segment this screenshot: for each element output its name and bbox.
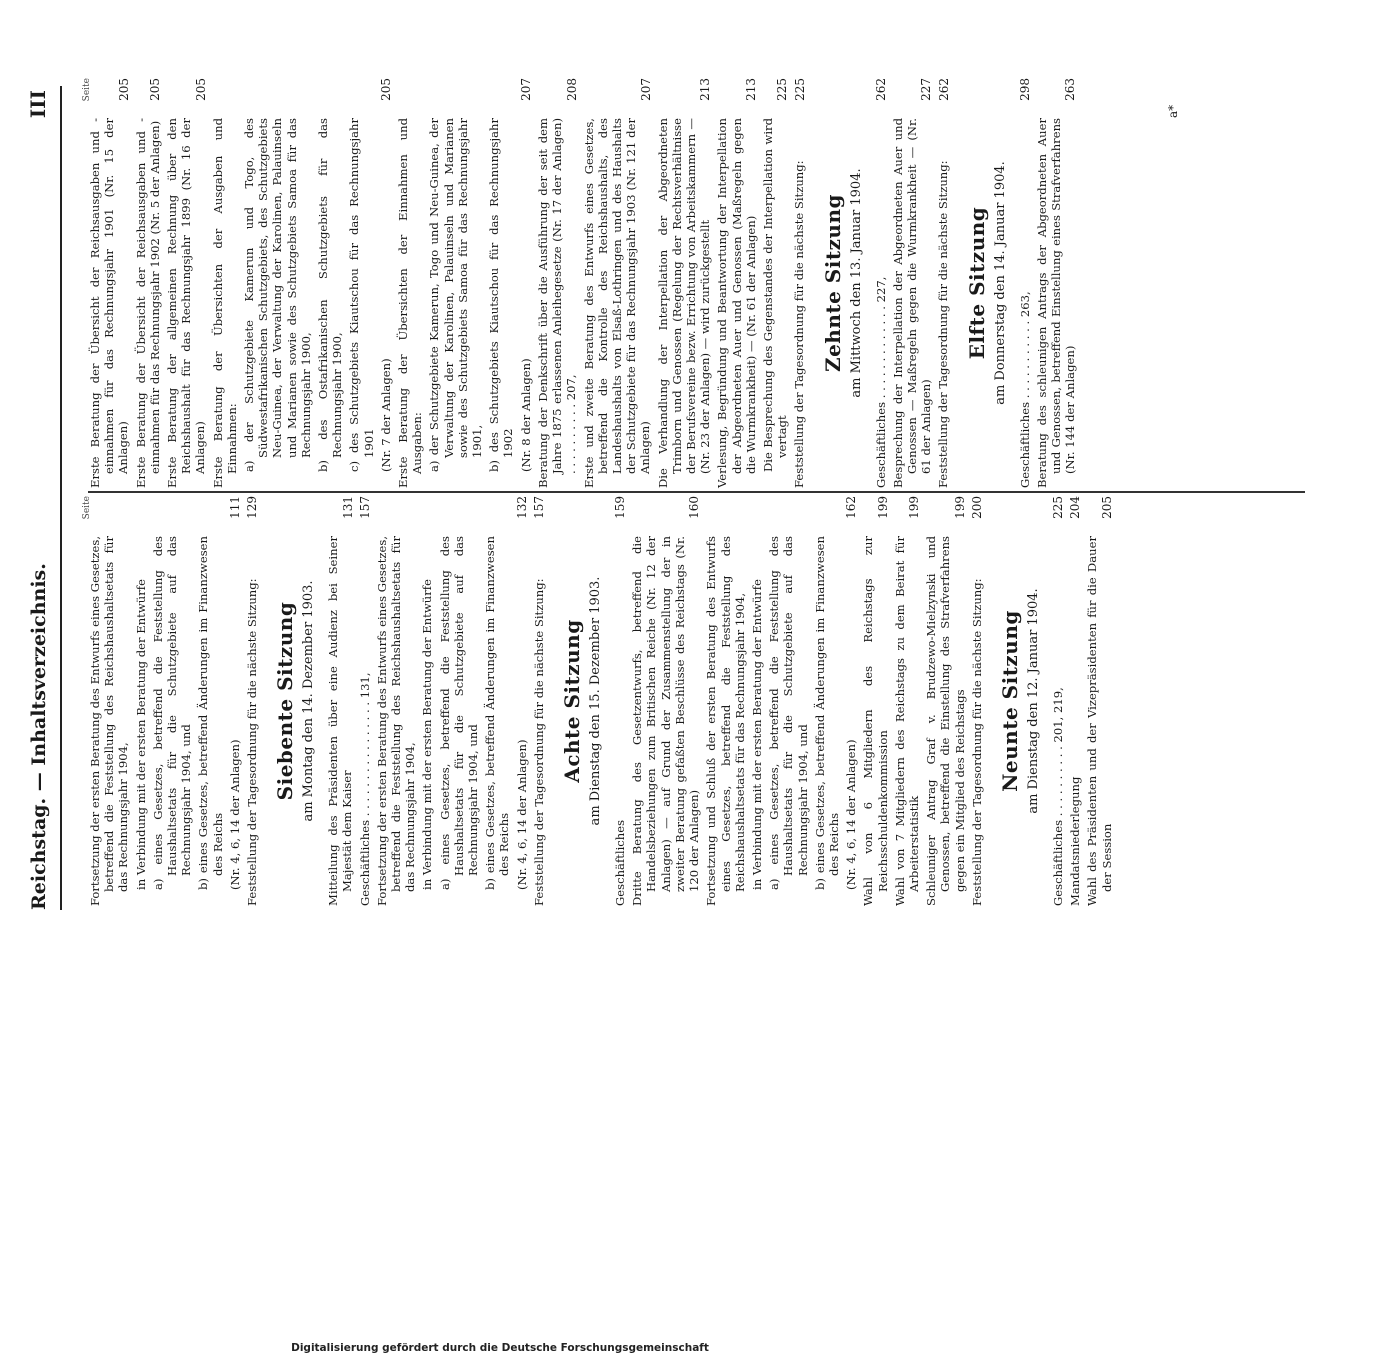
toc-entry-text: Feststellung der Tagesordnung für die nächste Sitzung: [936,160,951,488]
toc-entry-text: Feststellung der Tagesordnung für die nächste Sitzung: [792,160,807,488]
toc-entry-text: Erste Beratung der Übersichten der Einnahmen und Ausgaben: [396,118,425,488]
toc-entry-page: 263 [1063,78,1078,101]
toc-entry-text: Geschäftliches . . . . . . . . . . 201, 219, [1050,687,1065,906]
toc-entry [228,496,242,906]
toc-entry [613,496,627,906]
seite-label: Seite [82,78,92,102]
toc-entry-text: (Nr. 8 der Anlagen) [518,358,533,472]
toc-entry [396,78,424,488]
toc-entry-text: Feststellung der Tagesordnung für die nächste Sitzung: [531,578,546,906]
toc-entry-text: (Nr. 7 der Anlagen) [378,358,393,472]
toc-entry-page: 225 [792,78,807,101]
toc-entry-text: Erste und zweite Beratung des Entwurfs eines Gesetzes, betreffend die Kontrolle des Reichshaushalts, des Landeshaushalts von Elsaß-Lothringen und des Haushalts der Schutzgebiete für das Rechnungsjahr 1903 (Nr. 121 der Anlagen) [581,118,653,488]
toc-entry-text: Fortsetzung der ersten Beratung des Entwurfs eines Gesetzes, betreffend die Feststellung des Reichshaushaltsetats für das Rechnungsjahr 1904, [88,536,131,906]
session-date: am Mittwoch den 13. Januar 1904. [848,168,864,398]
toc-entry-text: a) eines Gesetzes, betreffend die Feststellung des Haushaltsetats für die Schutzgebiete auf das Rechnungsjahr 1904, und [150,536,194,890]
toc-entry-text: b) eines Gesetzes, betreffend Änderungen im Finanzwesen des Reichs [196,536,225,890]
toc-entry-page: 205 [379,78,394,101]
toc-entry-text: Mitteilung des Präsidenten über eine Audienz bei Seiner Majestät dem Kaiser [326,536,355,906]
toc-entry-page: 298 [1017,78,1032,101]
toc-entry-text: in Verbindung mit der ersten Beratung der Entwürfe [420,579,435,890]
toc-entry-text: Besprechung der Interpellation der Abgeordneten Auer und Genossen — Maßregeln gegen die Wurmkrankheit — (Nr. 61 der Anlagen) [890,118,934,488]
toc-entry [715,78,758,488]
toc-entry [893,496,921,906]
toc-entry-text: b) eines Gesetzes, betreffend Änderungen im Finanzwesen des Reichs [812,536,841,890]
toc-entry-text: b) des Schutzgebiets Kiautschou für das Rechnungsjahr 1902 [487,118,516,472]
toc-entry-text: Fortsetzung der ersten Beratung des Entwurfs eines Gesetzes, betreffend die Feststellung des Reichshaushaltsetats für das Rechnungsjahr 1904, [374,536,418,906]
toc-entry-text: b) eines Gesetzes, betreffend Änderungen im Finanzwesen des Reichs [483,536,512,890]
toc-entry-page: 199 [907,496,922,519]
toc-entry [656,78,713,488]
header-rule [60,86,62,910]
toc-entry-text: Fortsetzung und Schluß der ersten Beratung des Entwurfs eines Gesetzes, betreffend die Feststellung des Reichshaushaltsetats für das Rechnungsjahr 1904, [704,536,747,906]
session-date: am Dienstag den 15. Dezember 1903. [588,576,604,826]
toc-entry-text: in Verbindung mit der ersten Beratung der Entwürfe [133,579,148,890]
toc-entry [375,496,418,906]
toc-entry [483,496,511,906]
session-title: Achte Sitzung [560,619,585,783]
session-title: Elfte Sitzung [964,206,989,360]
toc-entry-text: Wahl von 6 Mitgliedern des Reichstags zur Reichsschuldenkommission [861,536,890,906]
toc-entry-page: 157 [357,496,372,519]
toc-entry [427,78,484,488]
session-title: Neunte Sitzung [997,610,1022,792]
toc-entry [532,496,546,906]
toc-entry-text: a) eines Gesetzes, betreffend die Feststellung des Haushaltsetats für die Schutzgebiete auf das Rechnungsjahr 1904, und [767,536,810,890]
toc-entry-text: (Nr. 4, 6, 14 der Anlagen) [227,739,242,890]
toc-entry [245,496,259,906]
toc-entry-text: Erste Beratung der Übersichten der Ausgaben und Einnahmen: [210,118,239,488]
toc-entry [347,78,375,488]
toc-entry-page: 208 [564,78,579,101]
toc-entry [750,496,764,906]
toc-entry [704,496,747,906]
toc-entry [211,78,239,488]
right-column [82,78,1307,488]
toc-entry-page: 225 [775,78,790,101]
toc-entry [242,78,313,488]
toc-entry-page: 227 [919,78,934,101]
toc-entry-page: 157 [532,496,547,519]
toc-entry-page: 205 [1099,496,1114,519]
toc-entry [519,78,533,488]
toc-entry-page: 213 [698,78,713,101]
toc-entry-page: 205 [193,78,208,101]
toc-entry [536,78,579,488]
running-head [28,90,54,910]
toc-entry-page: 262 [873,78,888,101]
toc-entry [630,496,701,906]
toc-entry-text: (Nr. 4, 6, 14 der Anlagen) [514,739,529,890]
toc-entry-page: 207 [518,78,533,101]
toc-entry-text: Erste Beratung der Übersicht der Reichsausgaben und -einnahmen für das Rechnungsjahr 1902 (Nr. 5 der Anlagen) [133,118,162,488]
toc-entry [1018,78,1032,488]
toc-entry-text: Erste Beratung der Übersicht der Reichsausgaben und -einnahmen für das Rechnungsjahr 1901 (Nr. 15 der Anlagen) [88,118,131,488]
toc-entry [891,78,934,488]
toc-entry-text: Wahl des Präsidenten und der Vizepräsidenten für die Dauer der Session [1085,536,1114,906]
toc-entry-text: a) der Schutzgebiete Kamerun und Togo, des Südwestafrikanischen Schutzgebiets, des Schutzgebiets Neu-Guinea, der Verwaltung der Karolinen, Palauinseln und Marianen sowie des Schutzgebiets Samoa für das Rechnungsjahr 1900, [242,118,313,472]
toc-entry [767,496,810,906]
toc-entry [970,496,984,906]
toc-entry-text: Beratung der Denkschrift über die Ausführung der seit dem Jahre 1875 erlassenen Anleihegesetze (Nr. 17 der Anlagen) . . . . . . . . . . 207, [535,118,579,488]
session-date: am Montag den 14. Dezember 1903. [301,580,317,822]
toc-entry-page: 199 [952,496,967,519]
session-title: Siebente Sitzung [273,601,298,801]
toc-entry [196,496,224,906]
toc-entry-text: Die Besprechung des Gegenstandes der Interpellation wird vertagt [760,118,790,472]
session-title: Zehnte Sitzung [820,193,845,373]
toc-entry-page: 213 [743,78,758,101]
toc-entry-text: Beratung des schleunigen Antrags der Abgeordneten Auer und Genossen, betreffend Einstellung eines Strafverfahrens (Nr. 144 der Anlagen) [1034,118,1078,488]
toc-entry-page: 205 [148,78,163,101]
toc-entry-text: Geschäftliches . . . . . . . . . . . 263, [1017,291,1032,488]
toc-entry [1035,78,1078,488]
toc-entry [134,78,162,488]
toc-entry [1068,496,1082,906]
toc-entry [358,496,372,906]
toc-entry-text: Feststellung der Tagesordnung für die nächste Sitzung: [245,578,260,906]
toc-entry-text: Geschäftliches . . . . . . . . . . . . . 227, [873,276,888,488]
toc-entry [1085,496,1113,906]
toc-entry [861,496,889,906]
toc-entry [761,78,789,488]
toc-entry-page: 160 [687,496,702,519]
toc-entry [1051,496,1065,906]
toc-entry-text: (Nr. 4, 6, 14 der Anlagen) [844,739,859,890]
toc-entry-text: Erste Beratung der allgemeinen Rechnung über den Reichshaushalt für das Rechnungsjahr 1899 (Nr. 16 der Anlagen) [165,118,208,488]
toc-entry-text: Wahl von 7 Mitgliedern des Reichstags zu dem Beirat für Arbeiterstatistik [892,536,921,906]
toc-entry [88,78,131,488]
toc-entry [515,496,529,906]
toc-entry-page: 205 [116,78,131,101]
toc-entry-page: 225 [1051,496,1066,519]
toc-entry-text: Die Verhandlung der Interpellation der Abgeordneten Trimborn und Genossen (Regelung der Rechtsverhältnisse der Berufsvereine bezw. Errichtung von Arbeitskammern — (Nr. 23 der Anlagen) — wird zurückgestellt [655,118,713,488]
toc-entry [326,496,354,906]
toc-entry-page: 162 [844,496,859,519]
toc-entry-page: 111 [228,496,243,519]
toc-entry-text: Geschäftliches . . . . . . . . . . . . . . . . 131, [357,672,372,906]
toc-entry-text: Geschäftliches [613,819,628,906]
toc-entry [88,496,131,906]
toc-entry [316,78,344,488]
toc-entry [844,496,858,906]
toc-entry [936,78,950,488]
left-column [82,496,1307,906]
page-number: III [26,90,50,119]
toc-entry-text: b) des Ostafrikanischen Schutzgebiets für das Rechnungsjahr 1900, [316,118,345,472]
signature-mark: a* [1166,104,1180,118]
toc-entry-text: Mandatsniederlegung [1068,776,1083,906]
toc-entry [813,496,841,906]
column-divider [88,491,1305,493]
toc-entry-text: Dritte Beratung des Gesetzentwurfs, betreffend die Handelsbeziehungen zum Britischen Reiche (Nr. 12 der Anlagen) — auf Grund der Zusammenstellung der in zweiter Beratung gefaßten Beschlüsse des Reichstags (Nr. 120 der Anlagen) [630,536,702,906]
toc-entry-text: Schleuniger Antrag Graf v. Brudzewo-Mielzynski und Genossen, betreffend die Einstellung des Strafverfahrens gegen ein Mitglied des Reichstags [924,536,967,906]
toc-entry [379,78,393,488]
toc-entry-page: 131 [340,496,355,519]
toc-entry [582,78,653,488]
toc-entry-page: 132 [514,496,529,519]
toc-entry-page: 200 [969,496,984,519]
toc-entry-page: 207 [638,78,653,101]
toc-entry-text: Verlesung, Begründung und Beantwortung der Interpellation der Abgeordneten Auer und Genossen (Maßregeln gegen die Wurmkrankheit) — (Nr. 61 der Anlagen) [715,118,758,488]
toc-entry [792,78,806,488]
toc-entry-text: a) eines Gesetzes, betreffend die Feststellung des Haushaltsetats für die Schutzgebiete auf das Rechnungsjahr 1904, und [437,536,481,890]
toc-entry-page: 199 [875,496,890,519]
toc-entry [874,78,888,488]
toc-entry [487,78,515,488]
toc-entry [165,78,208,488]
toc-entry [134,496,148,906]
toc-entry [151,496,194,906]
seite-label: Seite [82,496,92,520]
running-head-title: Reichstag. — Inhaltsverzeichnis. [28,563,50,910]
toc-entry-page: 129 [245,496,260,519]
toc-entry-text: Feststellung der Tagesordnung für die nächste Sitzung: [969,578,984,906]
toc-entry [420,496,434,906]
toc-entry [924,496,967,906]
session-date: am Dienstag den 12. Januar 1904. [1025,588,1041,814]
toc-entry-text: a) der Schutzgebiete Kamerun, Togo und Neu-Guinea, der Verwaltung der Karolinen, Palauinseln und Marianen sowie des Schutzgebiets Samoa für das Rechnungsjahr 1901, [427,118,485,472]
session-date: am Donnerstag den 14. Januar 1904. [992,161,1008,405]
toc-entry-text: c) des Schutzgebiets Kiautschou für das Rechnungsjahr 1901 [347,118,376,472]
toc-entry-page: 159 [613,496,628,519]
digitization-credit: Digitalisierung gefördert durch die Deutsche Forschungsgemeinschaft [291,1342,709,1354]
toc-entry-page: 262 [936,78,951,101]
toc-entry-page: 204 [1068,496,1083,519]
toc-entry-text: in Verbindung mit der ersten Beratung der Entwürfe [749,579,764,890]
toc-entry [438,496,481,906]
